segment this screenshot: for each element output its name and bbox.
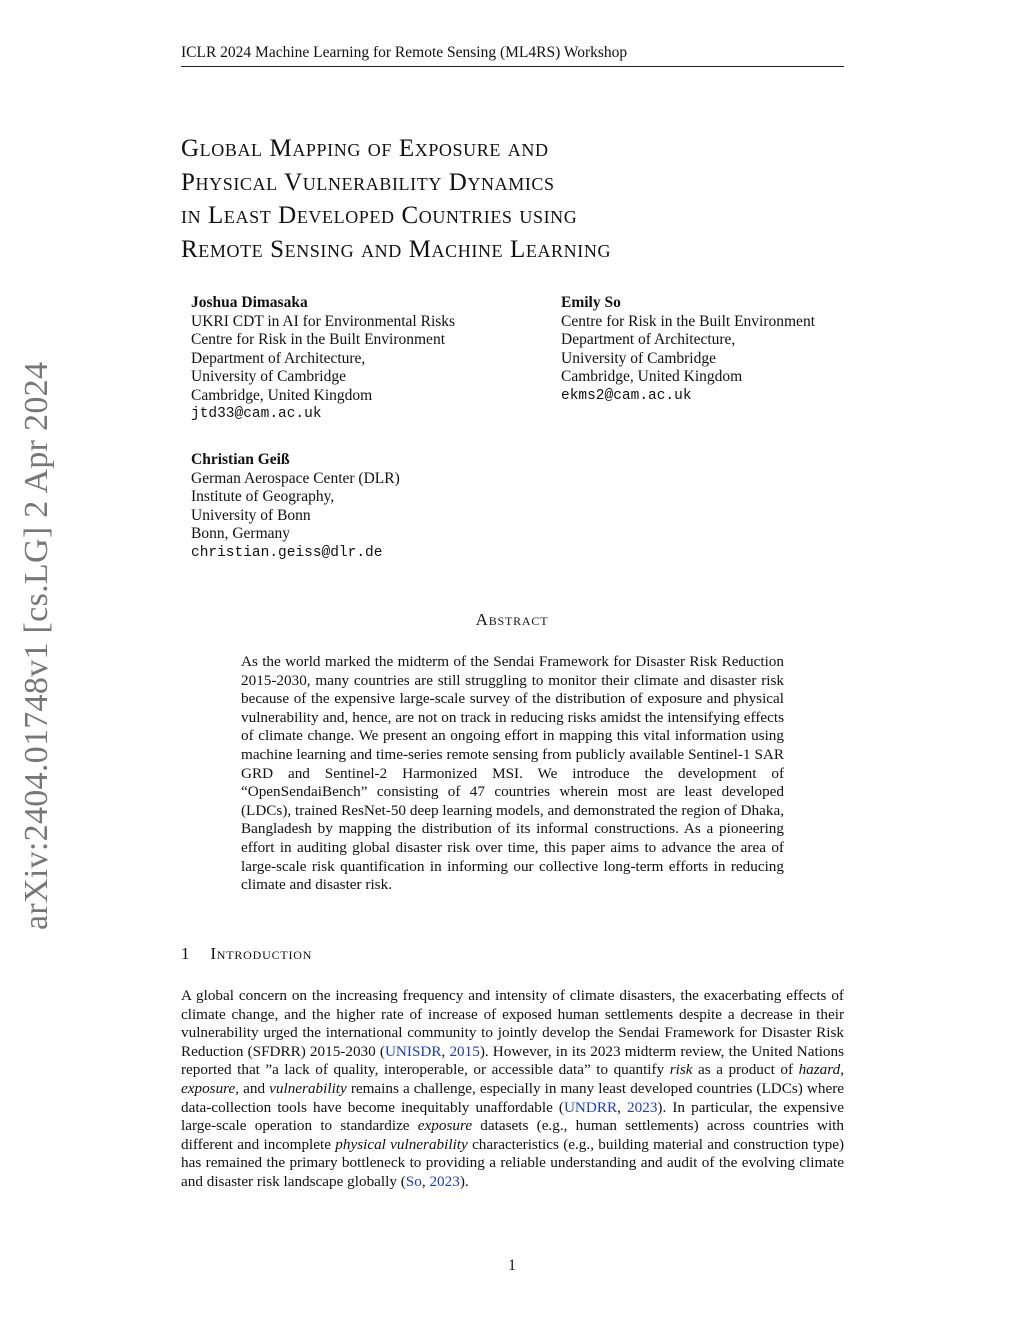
- author-affiliation: Centre for Risk in the Built Environment: [561, 312, 815, 330]
- author-affiliation: University of Bonn: [191, 506, 311, 524]
- title-line: Global Mapping of Exposure and: [181, 135, 549, 162]
- author-affiliation: Department of Architecture,: [561, 331, 736, 348]
- section-heading-introduction: [181, 944, 312, 964]
- author-affiliation: Cambridge, United Kingdom: [561, 368, 743, 385]
- body-text: ,: [840, 1061, 844, 1079]
- body-text: remains a challenge, especially in many least developed countries (LDCs) where data-collection tools have become inequitably unaffordable (: [181, 1079, 844, 1116]
- page-number: 1: [508, 1257, 516, 1274]
- title-line: Remote Sensing and Machine Learning: [181, 235, 612, 263]
- citation-link[interactable]: 2023: [429, 1172, 460, 1190]
- body-text: A global concern on the increasing frequency and intensity of climate disasters, the exacerbating effects of climate change, and the higher rate of increase of exposed human settlements despite a decrease in their vulnerability urged the international community to jointly develop the Sendai Framework for Disaster Risk Reduction (SFDRR) 2015-2030 (: [181, 987, 844, 1060]
- emphasis-text: vulnerability: [269, 1079, 347, 1097]
- body-text: ). In particular, the expensive large-scale operation to standardize: [181, 1098, 844, 1135]
- author-affiliation: Cambridge, United Kingdom: [191, 386, 373, 404]
- body-text: as a product of: [692, 1061, 799, 1079]
- paper-title: [181, 132, 841, 266]
- author-affiliation: Centre for Risk in the Built Environment: [191, 331, 445, 348]
- author-affiliation: UKRI CDT in AI for Environmental Risks: [191, 312, 456, 330]
- emphasis-text: risk: [669, 1061, 693, 1079]
- author-block: [561, 294, 815, 405]
- arxiv-stamp: arXiv:2404.01748v1 [cs.LG] 2 Apr 2024: [18, 361, 55, 930]
- citation-link[interactable]: UNDRR: [563, 1098, 618, 1116]
- author-affiliation: University of Cambridge: [561, 349, 716, 367]
- author-affiliation: Bonn, Germany: [191, 525, 291, 542]
- author-name: Emily So: [561, 294, 621, 311]
- citation-separator: ,: [617, 1098, 628, 1116]
- title-line: Physical Vulnerability Dynamics: [181, 168, 555, 196]
- running-header: ICLR 2024 Machine Learning for Remote Sensing (ML4RS) Workshop: [181, 44, 844, 67]
- citation-separator: ,: [441, 1042, 450, 1060]
- author-affiliation: University of Cambridge: [191, 368, 346, 385]
- author-affiliation: Department of Architecture,: [191, 349, 366, 367]
- author-email[interactable]: ekms2@cam.ac.uk: [561, 387, 692, 404]
- author-affiliation: Institute of Geography,: [191, 488, 335, 505]
- body-text: ). However, in its 2023 midterm review, the United Nations reported that ”a lack of quality, interoperable, or accessible data” to quantify: [181, 1042, 845, 1079]
- emphasis-text: exposure: [181, 1079, 236, 1097]
- body-text: datasets (e.g., human settlements) across countries with different and incomplete: [181, 1117, 844, 1153]
- emphasis-text: hazard: [798, 1061, 841, 1079]
- body-text: characteristics (e.g., building material and construction type) has remained the primary bottleneck to providing a reliable understanding and audit of the evolving climate and disaster risk landscape globally (: [181, 1135, 844, 1190]
- emphasis-text: physical vulnerability: [335, 1135, 468, 1153]
- emphasis-text: exposure: [417, 1117, 473, 1135]
- body-text: ).: [459, 1172, 469, 1190]
- author-block: [191, 294, 455, 424]
- author-affiliation: German Aerospace Center (DLR): [191, 469, 400, 487]
- body-text: , and: [235, 1079, 270, 1097]
- author-email[interactable]: christian.geiss@dlr.de: [191, 544, 383, 561]
- author-name: Christian Geiß: [191, 451, 290, 468]
- citation-link[interactable]: 2023: [627, 1098, 658, 1116]
- author-email[interactable]: jtd33@cam.ac.uk: [191, 406, 322, 422]
- citation-link[interactable]: So: [405, 1172, 422, 1190]
- citation-link[interactable]: UNISDR: [384, 1042, 442, 1060]
- citation-separator: ,: [421, 1172, 430, 1190]
- citation-link[interactable]: 2015: [449, 1042, 480, 1060]
- introduction-paragraph: [181, 987, 844, 1192]
- section-number: 1: [181, 944, 191, 963]
- title-line: in Least Developed Countries using: [181, 202, 578, 229]
- author-block: [191, 451, 400, 562]
- author-name: Joshua Dimasaka: [191, 294, 308, 311]
- abstract-text: As the world marked the midterm of the Sendai Framework for Disaster Risk Reduction 2015-2030, many countries are still struggling to monitor their climate and disaster risk because of the expensive large-scale survey of the distribution of exposure and physical vulnerability and, hence, are not on track in reducing risks amidst the intensifying effects of climate change. We present an ongoing effort in mapping this vital information using machine learning and time-series remote sensing from publicly available Sentinel-1 SAR GRD and Sentinel-2 Harmonized MSI. We introduce the development of “OpenSendaiBench” consisting of 47 countries wherein most are least developed (LDCs), trained ResNet-50 deep learning models, and demonstrated the region of Dhaka, Bangladesh by mapping the distribution of its informal constructions. As a pioneering effort in auditing global disaster risk over time, this paper aims to advance the area of large-scale risk quantification in informing our collective long-term efforts in reducing climate and disaster risk.: [241, 653, 784, 894]
- section-title: Introduction: [210, 944, 313, 963]
- abstract-heading: Abstract: [475, 610, 549, 629]
